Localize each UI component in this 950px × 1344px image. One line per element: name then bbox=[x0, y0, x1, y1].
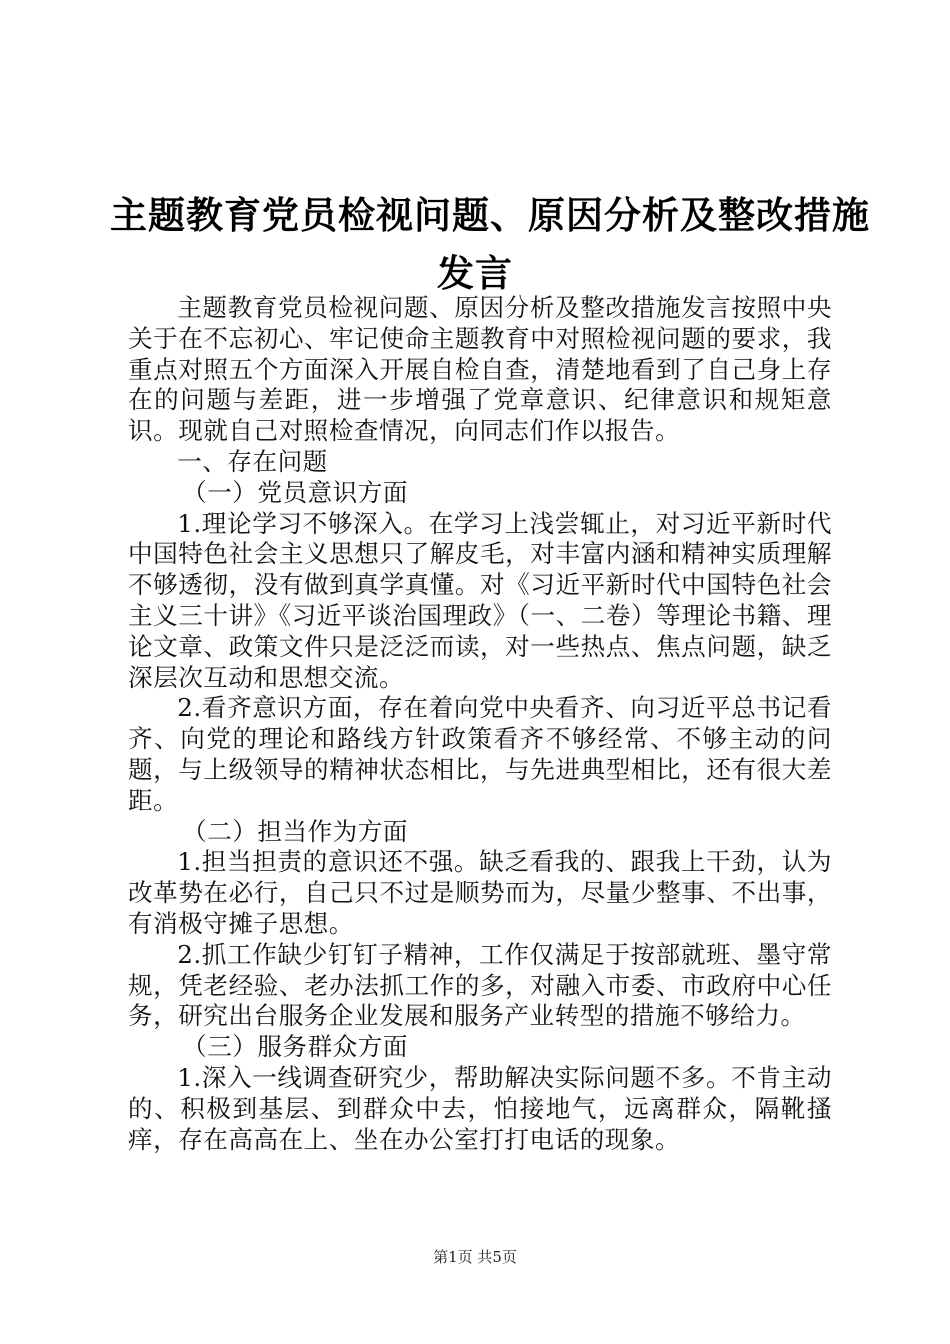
document-title-line-2: 发言 bbox=[437, 251, 513, 295]
page-footer: 第1页 共5页 bbox=[433, 1248, 517, 1266]
subsection-heading-party-awareness: （一）党员意识方面 bbox=[182, 477, 408, 507]
section-heading-problems: 一、存在问题 bbox=[177, 446, 328, 476]
document-body bbox=[128, 293, 832, 1155]
subsection-heading-responsibility: （二）担当作为方面 bbox=[182, 816, 408, 846]
paragraph-responsibility-awareness: 1.担当担责的意识还不强。缺乏看我的、跟我上干劲，认为改革势在必行，自己只不过是顺势而为，尽量少整事、不出事，有消极守摊子思想。 bbox=[128, 847, 832, 938]
intro-paragraph: 主题教育党员检视问题、原因分析及整改措施发言按照中央关于在不忘初心、牢记使命主题教育中对照检视问题的要求，我重点对照五个方面深入开展自检自查，清楚地看到了自己身上存在的问题与差距，进一步增强了党章意识、纪律意识和规矩意识。现就自己对照检查情况，向同志们作以报告。 bbox=[128, 293, 832, 446]
subsection-heading-serving-masses: （三）服务群众方面 bbox=[182, 1032, 408, 1062]
document-title-line-1: 主题教育党员检视问题、原因分析及整改措施 bbox=[110, 193, 870, 237]
paragraph-work-spirit: 2.抓工作缺少钉钉子精神，工作仅满足于按部就班、墨守常规，凭老经验、老办法抓工作的多，对融入市委、市政府中心任务，研究出台服务企业发展和服务产业转型的措施不够给力。 bbox=[128, 939, 832, 1031]
paragraph-alignment-awareness: 2.看齐意识方面，存在着向党中央看齐、向习近平总书记看齐、向党的理论和路线方针政策看齐不够经常、不够主动的问题，与上级领导的精神状态相比，与先进典型相比，还有很大差距。 bbox=[128, 693, 832, 815]
paragraph-frontline-research: 1.深入一线调查研究少，帮助解决实际问题不多。不肯主动的、积极到基层、到群众中去，怕接地气，远离群众，隔靴搔痒，存在高高在上、坐在办公室打打电话的现象。 bbox=[128, 1062, 832, 1154]
paragraph-theory-study: 1.理论学习不够深入。在学习上浅尝辄止，对习近平新时代中国特色社会主义思想只了解皮毛，对丰富内涵和精神实质理解不够透彻，没有做到真学真懂。对《习近平新时代中国特色社会主义三十讲》《习近平谈治国理政》（一、二卷）等理论书籍、理论文章、政策文件只是泛泛而读，对一些热点、焦点问题，缺乏深层次互动和思想交流。 bbox=[128, 508, 832, 692]
